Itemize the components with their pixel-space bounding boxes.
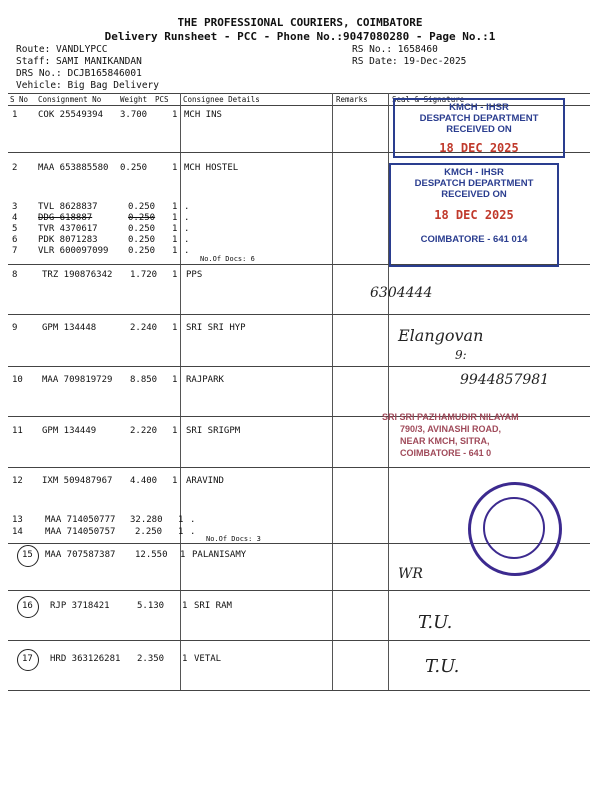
row-pcs: 1: [172, 323, 178, 333]
vendor-stamp-line: 790/3, AVINASHI ROAD,: [400, 424, 502, 434]
col-weight: Weight: [120, 95, 148, 104]
col-consignment: Consignment No: [38, 95, 102, 104]
row-sno: 8: [12, 270, 18, 280]
vendor-stamp-line: COIMBATORE - 641 0: [400, 448, 492, 458]
row-weight: 5.130: [137, 601, 165, 611]
row-rule: [8, 590, 590, 591]
col-seal: Seal & Signature: [392, 95, 465, 104]
docs-count-note: No.Of Docs: 3: [206, 535, 261, 543]
row-sno: 11: [12, 426, 23, 436]
row-consignment: MAA 707587387: [45, 550, 116, 560]
consignee-divider: [178, 93, 184, 690]
row-consignment: TVL 8628837: [38, 202, 98, 212]
despatch-received-stamp: [393, 98, 565, 158]
row-pcs: 1: [182, 601, 188, 611]
row-pcs: 1: [172, 213, 178, 223]
row-pcs: 1: [172, 224, 178, 234]
stamp-date: 18 DEC 2025: [439, 141, 519, 155]
row-consignee: .: [190, 527, 196, 537]
drs-label: DRS No.: DCJB165846001: [16, 68, 142, 79]
row-consignee: SRI RAM: [194, 601, 232, 611]
row-consignee: .: [184, 213, 190, 223]
row-sno: 9: [12, 323, 18, 333]
row-rule: [8, 467, 590, 468]
row-consignee: .: [190, 515, 196, 525]
row-weight: 12.550: [135, 550, 168, 560]
stamp-line: COIMBATORE - 641 014: [420, 234, 528, 245]
row-weight: 0.250: [120, 163, 148, 173]
rs-date: RS Date: 19-Dec-2025: [352, 56, 467, 67]
row-sno: 15: [22, 550, 33, 560]
row-consignment: COK 25549394: [38, 110, 104, 120]
col-remarks: Remarks: [336, 95, 368, 104]
stamp-line: DESPATCH DEPARTMENT: [419, 113, 539, 124]
row-consignment: HRD 363126281: [50, 654, 121, 664]
remarks-divider: [332, 93, 333, 690]
row-weight: 0.250: [128, 235, 156, 245]
row-consignee: MCH INS: [184, 110, 222, 120]
row-pcs: 1: [172, 375, 178, 385]
row-consignee: .: [184, 235, 190, 245]
row-sno: 5: [12, 224, 18, 234]
vendor-stamp-line: SRI SRI PAZHAMUDIR NILAYAM: [382, 412, 519, 422]
row-sno: 3: [12, 202, 18, 212]
stamp-line: DESPATCH DEPARTMENT: [414, 178, 534, 189]
row-consignment: TVR 4370617: [38, 224, 98, 234]
round-seal: [468, 482, 562, 576]
row-weight: 2.220: [130, 426, 158, 436]
vendor-stamp-line: NEAR KMCH, SITRA,: [400, 436, 490, 446]
row-pcs: 1: [172, 426, 178, 436]
row-sno: 14: [12, 527, 23, 537]
stamp-line: KMCH - IHSR: [444, 167, 504, 178]
col-pcs: PCS: [155, 95, 169, 104]
row-consignment: VLR 600097099: [38, 246, 109, 256]
handwritten-mark: 9:: [455, 348, 467, 362]
row-consignment: MAA 714050777: [45, 515, 116, 525]
row-consignee: ARAVIND: [186, 476, 224, 486]
row-sno: 13: [12, 515, 23, 525]
row-sno: 7: [12, 246, 18, 256]
stamp-line: RECEIVED ON: [441, 189, 507, 200]
row-pcs: 1: [172, 246, 178, 256]
row-rule: [8, 366, 590, 367]
row-weight: 2.250: [135, 527, 163, 537]
row-pcs: 1: [172, 110, 178, 120]
vehicle-label: Vehicle: Big Bag Delivery: [16, 80, 159, 91]
row-pcs: 1: [172, 163, 178, 173]
row-sno: 12: [12, 476, 23, 486]
row-consignee: PPS: [186, 270, 203, 280]
handwritten-signature: 6304444: [370, 285, 433, 301]
docs-count-note: No.Of Docs: 6: [200, 255, 255, 263]
row-weight: 0.250: [128, 246, 156, 256]
row-weight: 1.720: [130, 270, 158, 280]
row-consignment: RJP 3718421: [50, 601, 110, 611]
col-sno: S No: [10, 95, 29, 104]
staff-label: Staff: SAMI MANIKANDAN: [16, 56, 142, 67]
row-weight: 0.250: [128, 224, 156, 234]
row-consignment: TRZ 190876342: [42, 270, 113, 280]
stamp-line: KMCH - IHSR: [449, 102, 509, 113]
row-pcs: 1: [180, 550, 186, 560]
row-consignment: MAA 714050757: [45, 527, 116, 537]
row-weight: 8.850: [130, 375, 158, 385]
handwritten-phone: 9944857981: [460, 372, 550, 388]
row-pcs: 1: [172, 235, 178, 245]
row-weight: 4.400: [130, 476, 158, 486]
handwritten-signature: WR: [398, 566, 423, 582]
row-pcs: 1: [178, 527, 184, 537]
row-consignee: .: [184, 224, 190, 234]
row-consignment: DDG 618887: [38, 213, 93, 223]
row-weight: 32.280: [130, 515, 163, 525]
row-pcs: 1: [172, 476, 178, 486]
row-consignment: GPM 134448: [42, 323, 97, 333]
route-label: Route: VANDLYPCC: [16, 44, 108, 55]
row-sno: 10: [12, 375, 23, 385]
row-sno: 1: [12, 110, 18, 120]
row-weight: 3.700: [120, 110, 148, 120]
row-pcs: 1: [182, 654, 188, 664]
handwritten-signature: T.U.: [418, 612, 453, 633]
row-weight: 0.250: [128, 213, 156, 223]
row-consignment: IXM 509487967: [42, 476, 113, 486]
round-seal-inner: [483, 497, 545, 559]
row-rule: [8, 690, 590, 691]
stamp-date: 18 DEC 2025: [434, 208, 514, 222]
row-consignee: .: [184, 202, 190, 212]
rs-number: RS No.: 1658460: [352, 44, 438, 55]
stamp-line: RECEIVED ON: [446, 124, 512, 135]
row-consignee: MCH HOSTEL: [184, 163, 239, 173]
runsheet-subtitle: Delivery Runsheet - PCC - Phone No.:9047080280 - Page No.:1: [104, 30, 496, 43]
row-weight: 0.250: [128, 202, 156, 212]
row-pcs: 1: [178, 515, 184, 525]
company-title: THE PROFESSIONAL COURIERS, COIMBATORE: [177, 16, 423, 29]
row-pcs: 1: [172, 202, 178, 212]
row-consignment: GPM 134449: [42, 426, 97, 436]
row-consignee: SRI SRI HYP: [186, 323, 246, 333]
row-consignee: .: [184, 246, 190, 256]
header-top-rule: [8, 93, 590, 94]
row-consignee: PALANISAMY: [192, 550, 247, 560]
handwritten-signature: Elangovan: [398, 326, 484, 345]
despatch-received-stamp: [389, 163, 559, 267]
row-consignment: PDK 8071283: [38, 235, 98, 245]
col-consignee: Consignee Details: [183, 95, 260, 104]
row-weight: 2.240: [130, 323, 158, 333]
row-sno: 2: [12, 163, 18, 173]
row-sno: 17: [22, 654, 33, 664]
row-weight: 2.350: [137, 654, 165, 664]
row-sno: 16: [22, 601, 33, 611]
row-consignee: VETAL: [194, 654, 222, 664]
row-pcs: 1: [172, 270, 178, 280]
row-sno: 6: [12, 235, 18, 245]
row-rule: [8, 640, 590, 641]
row-consignee: RAJPARK: [186, 375, 224, 385]
row-sno: 4: [12, 213, 18, 223]
row-rule: [8, 314, 590, 315]
row-consignee: SRI SRIGPM: [186, 426, 241, 436]
row-consignment: MAA 653885580: [38, 163, 109, 173]
row-consignment: MAA 709819729: [42, 375, 113, 385]
handwritten-signature: T.U.: [425, 656, 460, 677]
